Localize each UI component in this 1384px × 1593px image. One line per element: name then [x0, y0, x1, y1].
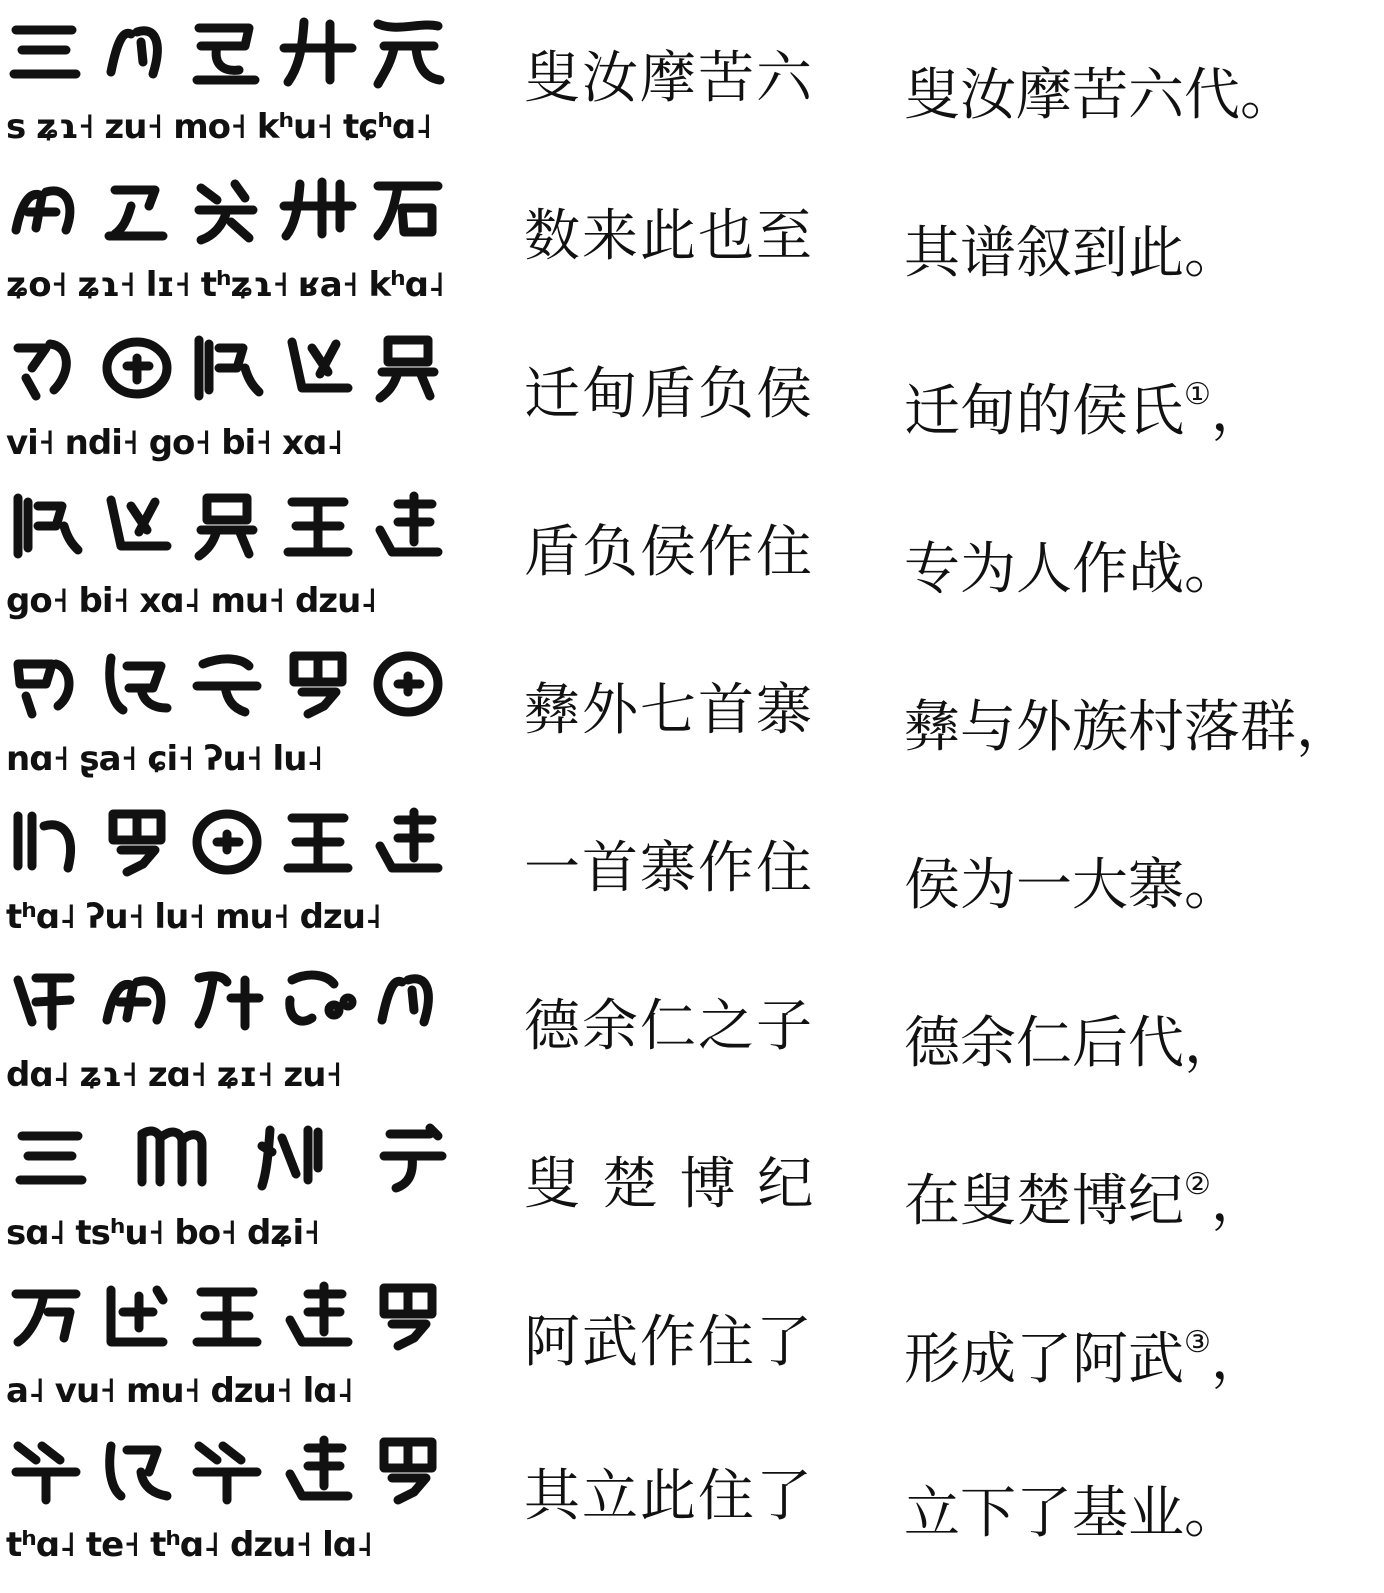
romanized-transcription: dɑ˨ ʑɿ˧ zɑ˧ ʑɪ˧ zu˧ — [6, 1055, 342, 1095]
free-translation-text: 侯为一大寨。 — [904, 853, 1240, 918]
romanized-transcription: sɑ˨ tsʰu˧ bo˧ dʑi˧ — [6, 1213, 320, 1253]
yi-glyph — [97, 1430, 177, 1510]
yi-glyph — [368, 328, 448, 408]
yi-script-block — [6, 1110, 448, 1260]
yi-glyph — [187, 960, 267, 1040]
yi-glyph — [97, 1276, 177, 1356]
yi-glyph — [278, 170, 358, 250]
yi-glyph — [187, 486, 267, 566]
yi-glyph — [6, 1276, 86, 1356]
literal-gloss: 叟汝摩苦六 — [524, 46, 814, 111]
yi-glyph — [278, 328, 358, 408]
yi-glyph — [97, 170, 177, 250]
free-translation — [904, 158, 1240, 316]
yi-glyph-line — [6, 636, 448, 732]
free-translation-text: 立下了基业。 — [904, 1481, 1240, 1546]
free-translation — [904, 1264, 1267, 1422]
romanized-transcription: tʰɑ˨ te˧ tʰɑ˨ dzu˧ lɑ˨ — [6, 1525, 373, 1565]
yi-glyph — [187, 802, 267, 882]
yi-glyph — [6, 644, 86, 724]
yi-glyph — [187, 1430, 267, 1510]
verse-row — [0, 158, 1384, 316]
yi-glyph-line — [6, 478, 448, 574]
romanized-transcription: tʰɑ˨ ʔu˧ lu˧ mu˧ dzu˨ — [6, 897, 381, 937]
footnote-marker: ③ — [1184, 1325, 1211, 1360]
yi-script-block — [6, 478, 448, 628]
free-translation — [904, 316, 1267, 474]
yi-glyph — [252, 1118, 332, 1198]
romanized-transcription: a˨ vu˧ mu˧ dzu˧ lɑ˨ — [6, 1371, 353, 1411]
yi-glyph — [97, 802, 177, 882]
yi-script-block — [6, 952, 448, 1102]
literal-gloss: 其立此住了 — [524, 1464, 814, 1529]
literal-gloss: 迁甸盾负侯 — [524, 362, 814, 427]
yi-glyph-line — [6, 952, 448, 1048]
trailing-comma: ， — [1210, 1327, 1267, 1392]
yi-glyph — [6, 328, 86, 408]
trailing-comma: ， — [1210, 1169, 1267, 1234]
verse-row — [0, 316, 1384, 474]
free-translation-text: 专为人作战。 — [904, 537, 1240, 602]
yi-script-block — [6, 320, 448, 470]
yi-script-block — [6, 4, 448, 154]
yi-glyph — [368, 170, 448, 250]
free-translation-text: 彝与外族村落群， — [904, 695, 1352, 760]
free-translation-text: 在叟楚博纪 — [904, 1169, 1184, 1234]
free-translation — [904, 632, 1352, 790]
yi-glyph — [368, 644, 448, 724]
yi-glyph-line — [6, 1110, 454, 1206]
free-translation — [904, 0, 1296, 158]
literal-gloss: 阿武作住了 — [524, 1310, 814, 1375]
yi-script-block — [6, 636, 448, 786]
yi-glyph-line — [6, 1268, 448, 1364]
free-translation-text: 德余仁后代， — [904, 1011, 1240, 1076]
free-translation-text: 形成了阿武 — [904, 1327, 1184, 1392]
yi-script-block — [6, 1268, 448, 1418]
literal-gloss: 一首寨作住 — [524, 836, 814, 901]
yi-glyph — [97, 960, 177, 1040]
yi-glyph — [97, 12, 177, 92]
romanized-transcription: vi˧ ndi˧ go˧ bi˧ xɑ˨ — [6, 423, 343, 463]
footnote-marker: ② — [1184, 1167, 1211, 1202]
free-translation — [904, 1418, 1240, 1576]
free-translation-text: 其谱叙到此。 — [904, 221, 1240, 286]
romanized-transcription: go˧ bi˧ xɑ˨ mu˧ dzu˨ — [6, 581, 377, 621]
verse-row — [0, 1106, 1384, 1264]
yi-glyph — [12, 1118, 92, 1198]
romanized-transcription: nɑ˧ ʂa˧ ɕi˧ ʔu˧ lu˨ — [6, 739, 323, 779]
yi-glyph-line — [6, 4, 448, 100]
yi-glyph — [187, 328, 267, 408]
yi-glyph — [368, 802, 448, 882]
yi-glyph — [187, 644, 267, 724]
romanized-transcription: s ʑɿ˧ zu˧ mo˧ kʰu˧ tɕʰɑ˨ — [6, 107, 432, 147]
yi-glyph — [187, 12, 267, 92]
yi-script-block — [6, 162, 448, 312]
literal-gloss: 德余仁之子 — [524, 994, 814, 1059]
yi-glyph-line — [6, 320, 448, 416]
free-translation — [904, 948, 1240, 1106]
yi-glyph — [372, 1118, 452, 1198]
yi-glyph — [368, 12, 448, 92]
literal-gloss: 叟 楚 博 纪 — [524, 1152, 816, 1217]
yi-glyph — [278, 486, 358, 566]
free-translation-text: 叟汝摩苦六代。 — [904, 63, 1296, 128]
verse-row — [0, 790, 1384, 948]
yi-glyph — [368, 486, 448, 566]
yi-glyph — [187, 170, 267, 250]
yi-glyph — [97, 486, 177, 566]
yi-glyph — [187, 1276, 267, 1356]
literal-gloss: 数来此也至 — [524, 204, 814, 269]
yi-glyph — [6, 12, 86, 92]
literal-gloss: 彝外七首寨 — [524, 678, 814, 743]
yi-glyph — [6, 802, 86, 882]
free-translation — [904, 790, 1240, 948]
yi-glyph — [6, 1430, 86, 1510]
yi-glyph — [278, 802, 358, 882]
free-translation-text: 迁甸的侯氏 — [904, 379, 1184, 444]
literal-gloss: 盾负侯作住 — [524, 520, 814, 585]
verse-row — [0, 474, 1384, 632]
yi-script-block — [6, 1422, 448, 1572]
verse-row — [0, 0, 1384, 158]
yi-glyph — [97, 644, 177, 724]
yi-glyph — [368, 1276, 448, 1356]
yi-glyph — [368, 1430, 448, 1510]
yi-glyph — [278, 12, 358, 92]
verse-row — [0, 1418, 1384, 1576]
yi-glyph — [97, 328, 177, 408]
free-translation — [904, 474, 1240, 632]
yi-glyph — [278, 644, 358, 724]
verse-row — [0, 1264, 1384, 1422]
yi-glyph — [6, 960, 86, 1040]
yi-glyph — [278, 1430, 358, 1510]
yi-glyph — [278, 1276, 358, 1356]
yi-glyph-line — [6, 1422, 448, 1518]
yi-glyph — [6, 486, 86, 566]
yi-glyph-line — [6, 162, 448, 258]
verse-row — [0, 948, 1384, 1106]
free-translation — [904, 1106, 1267, 1264]
yi-script-block — [6, 794, 448, 944]
verse-row — [0, 632, 1384, 790]
yi-glyph — [278, 960, 358, 1040]
yi-glyph — [368, 960, 448, 1040]
yi-glyph — [6, 170, 86, 250]
yi-glyph-line — [6, 794, 448, 890]
yi-glyph — [132, 1118, 212, 1198]
romanized-transcription: ʑo˧ ʑɿ˧ lɪ˧ tʰʑɿ˧ ʁa˧ kʰɑ˨ — [6, 265, 444, 305]
footnote-marker: ① — [1184, 377, 1211, 412]
trailing-comma: ， — [1210, 379, 1267, 444]
